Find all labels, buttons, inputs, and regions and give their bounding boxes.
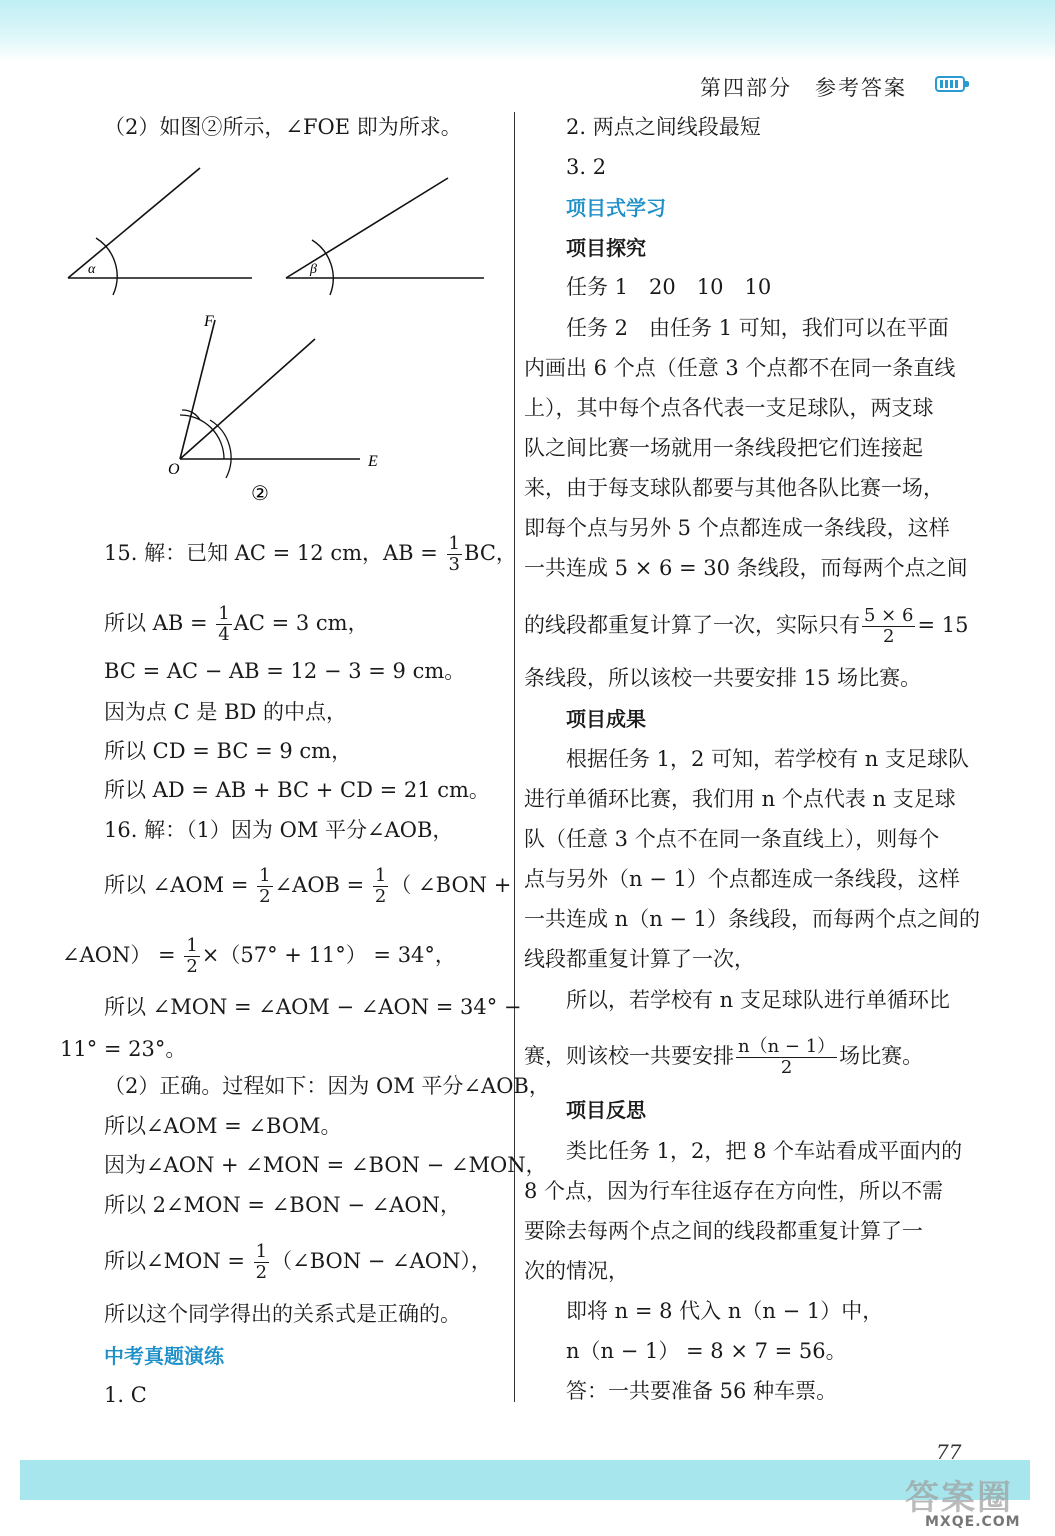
page-number: 77 (936, 1440, 962, 1464)
reflection-answer: 答：一共要准备 56 种车票。 (566, 1379, 838, 1403)
answer-16-2-line6: 所以这个同学得出的关系式是正确的。 (104, 1302, 461, 1326)
task-2-line5: 来，由于每支球队都要与其他各队比赛一场， (524, 476, 944, 500)
answer-16-2-line3: 因为∠AON + ∠MON = ∠BON − ∠MON， (104, 1153, 547, 1177)
results-line4: 点与另外（n − 1）个点都连成一条线段，这样 (524, 867, 960, 891)
task-2-line4: 队之间比赛一场就用一条线段把它们连接起 (524, 436, 923, 460)
answer-16-line5: 11° = 23°。 (60, 1037, 187, 1061)
page-header-title: 第四部分 参考答案 (700, 76, 907, 100)
angle-figure (0, 0, 520, 520)
answer-16-line2: 所以 ∠AOM = $\frac{1}{2}$ ∠AOB = $\frac{1}{2}$ （ ∠BON + (104, 865, 512, 907)
point-o-label: O (168, 461, 180, 478)
reflection-line6: n（n − 1） = 8 × 7 = 56。 (566, 1339, 847, 1363)
task-2-line8: 的线段都重复计算了一次，实际只有 $\frac{5 \times 6}{2}$ = 15 (524, 605, 969, 647)
exam-answer-2: 2. 两点之间线段最短 (566, 115, 761, 139)
results-line1: 根据任务 1，2 可知，若学校有 n 支足球队 (566, 747, 969, 771)
watermark-main: 答案圈 (905, 1478, 1013, 1518)
exam-answer-3: 3. 2 (566, 155, 607, 179)
answer-14-2: （2）如图②所示，∠FOE 即为所求。 (104, 115, 462, 139)
task-1-answer: 任务 1 20 10 10 (566, 275, 772, 299)
task-2-line2: 内画出 6 个点（任意 3 个点都不在同一条直线 (524, 356, 956, 380)
task-2-line6: 即每个点与另外 5 个点都连成一条线段，这样 (524, 516, 950, 540)
answer-16-line1: 16. 解：（1）因为 OM 平分∠AOB， (104, 818, 454, 842)
reflection-line5: 即将 n = 8 代入 n（n − 1）中， (566, 1299, 884, 1323)
angle-alpha-diagram (68, 168, 252, 295)
answer-16-2-line4: 所以 2∠MON = ∠BON − ∠AON， (104, 1193, 461, 1217)
subhead-project-explore: 项目探究 (566, 236, 646, 260)
battery-icon (935, 76, 965, 92)
answer-15-line1: 15. 解：已知 AC = 12 cm，AB = $\frac{1}{3}$ BC， (104, 533, 517, 575)
point-f-label: F (204, 313, 214, 330)
answer-15-line3: BC = AC − AB = 12 − 3 = 9 cm。 (104, 659, 466, 683)
watermark-url: MXQE.COM (925, 1514, 1021, 1530)
answer-15-line4: 因为点 C 是 BD 的中点， (104, 700, 348, 724)
point-e-label: E (368, 453, 378, 470)
beta-label: β (310, 262, 317, 277)
results-line8: 赛，则该校一共要安排 $\frac{n(n - 1)}{2}$ 场比赛。 (524, 1036, 924, 1078)
angle-beta-diagram (286, 178, 484, 295)
answer-15-line6: 所以 AD = AB + BC + CD = 21 cm。 (104, 778, 490, 802)
task-2-line9: 条线段，所以该校一共要安排 15 场比赛。 (524, 666, 922, 690)
watermark (905, 1470, 1045, 1530)
answer-15-line5: 所以 CD = BC = 9 cm， (104, 739, 353, 763)
angle-foe-diagram (168, 313, 378, 505)
alpha-label: α (88, 262, 96, 277)
section-project-learning: 项目式学习 (566, 196, 666, 220)
task-2-line7: 一共连成 5 × 6 = 30 条线段，而每两个点之间 (524, 556, 968, 580)
answer-16-line4: 所以 ∠MON = ∠AOM − ∠AON = 34° − (104, 995, 522, 1019)
reflection-line3: 要除去每两个点之间的线段都重复计算了一 (524, 1219, 923, 1243)
results-line3: 队（任意 3 个点不在同一条直线上），则每个 (524, 827, 940, 851)
answer-16-2-line1: （2）正确。过程如下：因为 OM 平分∠AOB， (104, 1074, 550, 1098)
figure-caption: ② (251, 481, 269, 505)
reflection-line2: 8 个点，因为行车往返存在方向性，所以不需 (524, 1179, 944, 1203)
answer-16-2-line2: 所以∠AOM = ∠BOM。 (104, 1114, 342, 1138)
results-line5: 一共连成 n（n − 1）条线段，而每两个点之间的 (524, 907, 981, 931)
subhead-project-reflection: 项目反思 (566, 1098, 646, 1122)
task-2-line3: 上），其中每个点各代表一支足球队，两支球 (524, 396, 934, 420)
reflection-line4: 次的情况， (524, 1259, 629, 1283)
results-line7: 所以，若学校有 n 支足球队进行单循环比 (566, 988, 950, 1012)
subhead-project-results: 项目成果 (566, 707, 646, 731)
task-2-line1: 任务 2 由任务 1 可知，我们可以在平面 (566, 316, 949, 340)
answer-16-line3: ∠AON） = $\frac{1}{2}$ ×（57° + 11°） = 34°， (62, 935, 456, 977)
results-line2: 进行单循环比赛，我们用 n 个点代表 n 支足球 (524, 787, 956, 811)
results-line6: 线段都重复计算了一次， (524, 947, 755, 971)
answer-16-2-line5: 所以∠MON = $\frac{1}{2}$ （∠BON − ∠AON）， (104, 1241, 492, 1283)
answer-15-line2: 所以 AB = $\frac{1}{4}$ AC = 3 cm， (104, 603, 369, 645)
section-exam-practice: 中考真题演练 (104, 1344, 224, 1368)
reflection-line1: 类比任务 1，2，把 8 个车站看成平面内的 (566, 1139, 963, 1163)
bottom-decorative-band (20, 1460, 1030, 1500)
exam-answer-1: 1. C (104, 1383, 147, 1407)
